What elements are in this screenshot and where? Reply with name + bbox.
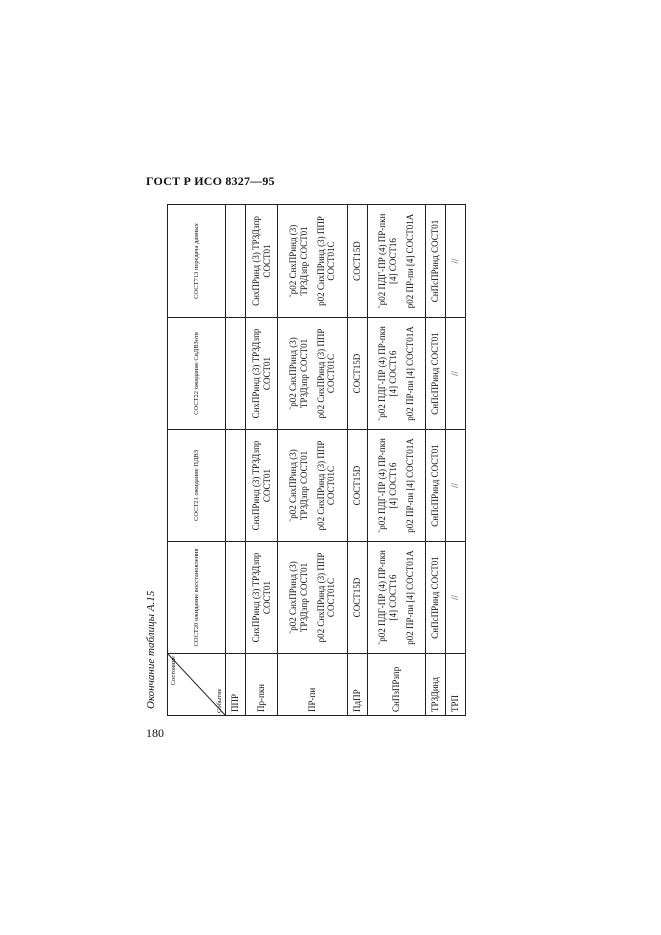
- cell-text: СОСТ15D: [352, 353, 363, 394]
- cell-text: СнПсПРинд СОСТ01: [430, 219, 441, 303]
- table-caption: Окончание таблицы А.15: [145, 590, 157, 709]
- cell-text: ˜р02 ПДГ-ПР (4) ПР-пкн [4] СОСТ16: [377, 550, 399, 645]
- cell-text: СОСТ15D: [352, 577, 363, 618]
- cell-text: ˜р02 СнхПРинд (3) ТРЗДзпр СОСТ01: [287, 337, 309, 410]
- cell-text: СОСТ15D: [352, 241, 363, 281]
- table-cell: [368, 430, 426, 542]
- cell-text: р02 СнхПРинд (3) ППР СОСТ01С: [315, 328, 337, 419]
- table-row: [426, 205, 446, 716]
- state-table: [167, 204, 466, 716]
- cell-text: р02 ПР-пи [4] СОСТ01А: [404, 438, 415, 533]
- cell-text: СнПсПРинд СОСТ01: [430, 444, 441, 527]
- cell-text: ˜р02 ПДГ-ПР (4) ПР-пкн [4] СОСТ16: [377, 326, 399, 421]
- corner-state-label: Состояние: [170, 656, 177, 686]
- table-cell: [246, 318, 278, 430]
- table-cell: [246, 430, 278, 542]
- table-cell: [368, 205, 426, 318]
- cell-text: ˜р02 ПДГ-ПР (4) ПР-пкн [4] СОСТ16: [377, 438, 399, 533]
- table-cell: [246, 205, 278, 318]
- cell-text: //: [450, 595, 461, 601]
- event-cell: ТРП: [446, 654, 466, 716]
- event-cell: ППР: [226, 654, 246, 716]
- event-cell: ПР-пи: [278, 654, 348, 716]
- table-body: [226, 205, 466, 716]
- table-cell: [426, 318, 446, 430]
- page-header: ГОСТ Р ИСО 8327—95: [146, 174, 275, 188]
- cell-text: СнхПРинд (3) ТРЗДзпр СОСТ01: [250, 328, 272, 419]
- cell-text: р02 ПР-пи [4] СОСТ01А: [404, 550, 415, 645]
- table-cell: [426, 205, 446, 318]
- cell-text: СнхПРинд (3) ТРЗДзпр СОСТ01: [250, 216, 272, 306]
- table-cell: [226, 318, 246, 430]
- event-cell: ТРЗДинд: [426, 654, 446, 716]
- cell-text: СОСТ15D: [352, 465, 363, 506]
- event-cell: ПдПР: [348, 654, 368, 716]
- cell-text: ˜р02 СнхПРинд (3) ТРЗДзпр СОСТ01: [287, 561, 309, 634]
- table-cell: [226, 205, 246, 318]
- table-cell: [278, 205, 348, 318]
- table-row: [348, 205, 368, 716]
- cell-text: //: [450, 371, 461, 377]
- event-cell: СнПзПРзпр: [368, 654, 426, 716]
- column-header: СОСТ20 ожидание восстановления: [168, 542, 226, 654]
- table-cell: [446, 205, 466, 318]
- cell-text: р02 ПР-пи [4] СОСТ01А: [404, 213, 415, 309]
- table-cell: [278, 430, 348, 542]
- column-header: СОСТ22 ожидание СвДВЗотв: [168, 318, 226, 430]
- table-cell: [446, 318, 466, 430]
- page-number: 180: [146, 726, 164, 740]
- cell-text: //: [450, 258, 461, 264]
- table-cell: [426, 430, 446, 542]
- table-cell: [368, 318, 426, 430]
- cell-text: ˜р02 СнхПРинд (3) ТРЗДзпр СОСТ01: [287, 449, 309, 522]
- table-row: [226, 205, 246, 716]
- column-header: СОСТ713 передача данных: [168, 205, 226, 318]
- corner-event-label: Событие: [215, 688, 223, 713]
- column-header: СОСТ21 ожидание ПДВЗ: [168, 430, 226, 542]
- cell-text: р02 СнхПРинд (3) ППР СОСТ01С: [315, 216, 337, 306]
- table-cell: [348, 318, 368, 430]
- table-cell: [426, 542, 446, 654]
- table-row: [278, 205, 348, 716]
- table-cell: [348, 430, 368, 542]
- table-cell: [278, 542, 348, 654]
- table-cell: [348, 542, 368, 654]
- table-cell: [278, 318, 348, 430]
- table-row: [446, 205, 466, 716]
- cell-text: ˜р02 ПДГ-ПР (4) ПР-пкн [4] СОСТ16: [377, 213, 399, 309]
- cell-text: СнПсПРинд СОСТ01: [430, 332, 441, 415]
- table-cell: [446, 542, 466, 654]
- cell-text: СнхПРинд (3) ТРЗДзпр СОСТ01: [250, 440, 272, 531]
- table-row: [246, 205, 278, 716]
- table-cell: [226, 542, 246, 654]
- cell-text: //: [450, 483, 461, 489]
- cell-text: р02 СнхПРинд (3) ППР СОСТ01С: [315, 440, 337, 531]
- cell-text: ˜р02 СнхПРинд (3) ТРЗДзпр СОСТ01: [287, 224, 309, 298]
- table-cell: [368, 542, 426, 654]
- cell-text: р02 СнхПРинд (3) ППР СОСТ01С: [315, 552, 337, 643]
- table-cell: [348, 205, 368, 318]
- cell-text: р02 ПР-пи [4] СОСТ01А: [404, 326, 415, 421]
- table-cell: [246, 542, 278, 654]
- corner-cell: [168, 654, 226, 716]
- table-cell: [446, 430, 466, 542]
- cell-text: СнПсПРинд СОСТ01: [430, 556, 441, 639]
- event-cell: Пр-пкн: [246, 654, 278, 716]
- cell-text: СнхПРинд (3) ТРЗДзпр СОСТ01: [250, 552, 272, 643]
- table-row: [368, 205, 426, 716]
- header-row: [168, 205, 226, 716]
- table-cell: [226, 430, 246, 542]
